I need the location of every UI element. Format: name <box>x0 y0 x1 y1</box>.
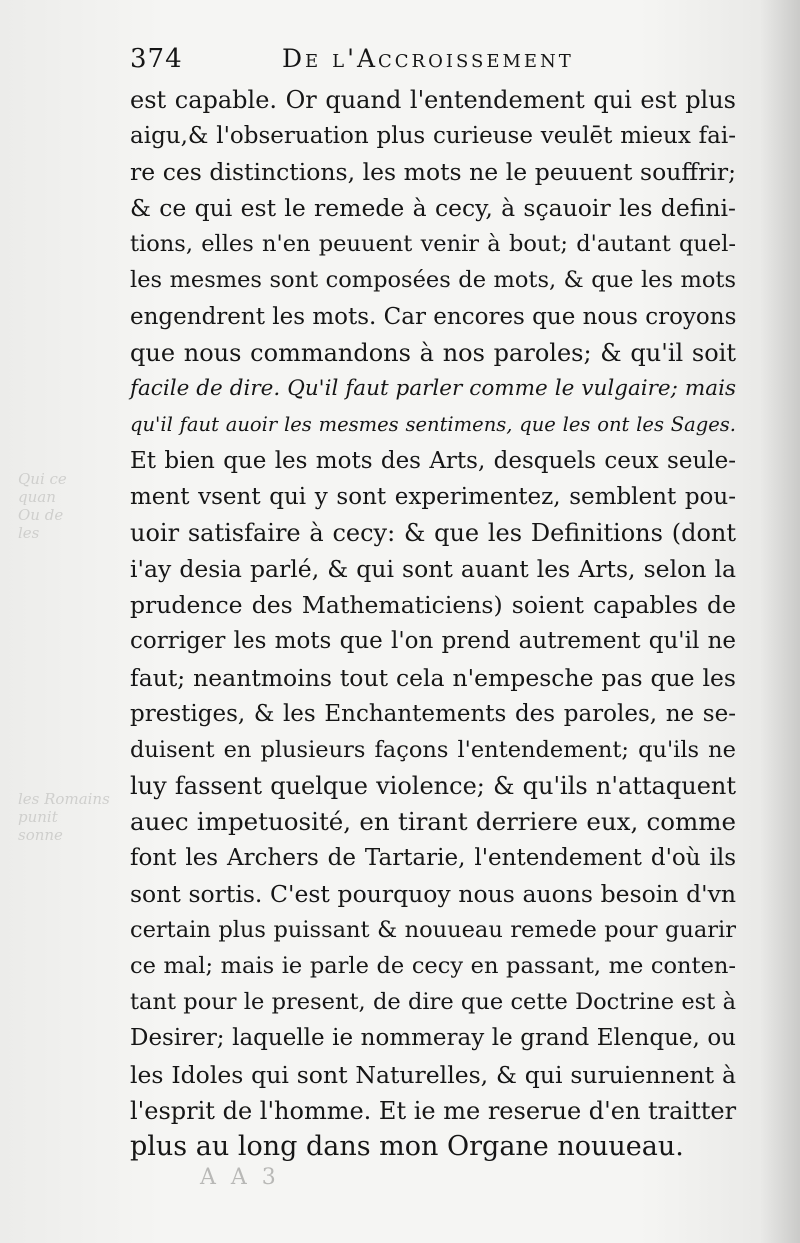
text-line-italic: qu'il faut auoir les mesmes sentimens, que les ont les Sages. <box>130 412 736 436</box>
text-line: les Idoles qui sont Naturelles, & qui suruiennent à <box>130 1060 736 1089</box>
bleed-through-text: Qui ce quan Ou de les <box>18 470 67 542</box>
text-line-italic: facile de dire. Qu'il faut parler comme le vulgaire; mais <box>130 375 736 401</box>
body-text <box>130 82 736 1165</box>
text-line: ment vsent qui y sont experimentez, semblent pou- <box>130 484 736 511</box>
page-number: 374 <box>130 44 183 74</box>
text-line: Et bien que les mots des Arts, desquels ceux seule- <box>130 447 736 474</box>
text-line: uoir satisfaire à cecy: & que les Definitions (dont <box>130 519 736 548</box>
text-line: i'ay desia parlé, & qui sont auant les Arts, selon la <box>130 555 736 584</box>
text-line: faut; neantmoins tout cela n'empesche pas que les <box>130 663 736 692</box>
signature-mark: A A 3 <box>200 1165 280 1190</box>
text-line: prudence des Mathematiciens) soient capables de <box>130 591 736 620</box>
text-line: tant pour le present, de dire que cette Doctrine est à <box>130 989 736 1016</box>
running-head <box>130 44 730 84</box>
text-line: re ces distinctions, les mots ne le peuuent souffrir; <box>130 158 736 187</box>
text-line: aigu,& l'obseruation plus curieuse veulēt mieux fai- <box>130 123 736 150</box>
text-line: est capable. Or quand l'entendement qui est plus <box>130 86 736 114</box>
text-line: que nous commandons à nos paroles; & qu'il soit <box>130 338 736 367</box>
running-title: De l'Accroissement <box>282 44 574 73</box>
text-line: engendrent les mots. Car encores que nous croyons <box>130 303 737 330</box>
text-line: duisent en plusieurs façons l'entendement; qu'ils ne <box>130 736 736 763</box>
text-line: tions, elles n'en peuuent venir à bout; d'autant quel- <box>130 231 736 258</box>
text-line: prestiges, & les Enchantements des paroles, ne se- <box>130 700 736 727</box>
text-line: auec impetuosité, en tirant derriere eux, comme <box>130 806 736 836</box>
text-line: les mesmes sont composées de mots, & que les mots <box>130 267 736 294</box>
text-line: sont sortis. C'est pourquoy nous auons besoin d'vn <box>130 880 736 909</box>
text-line: ce mal; mais ie parle de cecy en passant, me conten- <box>130 953 736 980</box>
text-line: Desirer; laquelle ie nommeray le grand Elenque, ou <box>130 1025 736 1052</box>
text-line: luy fassent quelque violence; & qu'ils n'attaquent <box>130 771 736 800</box>
bleed-through-text: les Romains punit sonne <box>18 790 110 844</box>
text-line: certain plus puissant & nouueau remede pour guarir <box>130 917 736 944</box>
text-line-last: plus au long dans mon Organe nouueau. <box>130 1130 684 1162</box>
text-line: font les Archers de Tartarie, l'entendement d'où ils <box>130 844 736 871</box>
text-line: corriger les mots que l'on prend autrement qu'il ne <box>130 628 736 655</box>
text-line: l'esprit de l'homme. Et ie me reserue d'en traitter <box>130 1096 737 1125</box>
page-gutter-shadow <box>760 0 800 1243</box>
text-line: & ce qui est le remede à cecy, à sçauoir les defini- <box>130 194 736 223</box>
